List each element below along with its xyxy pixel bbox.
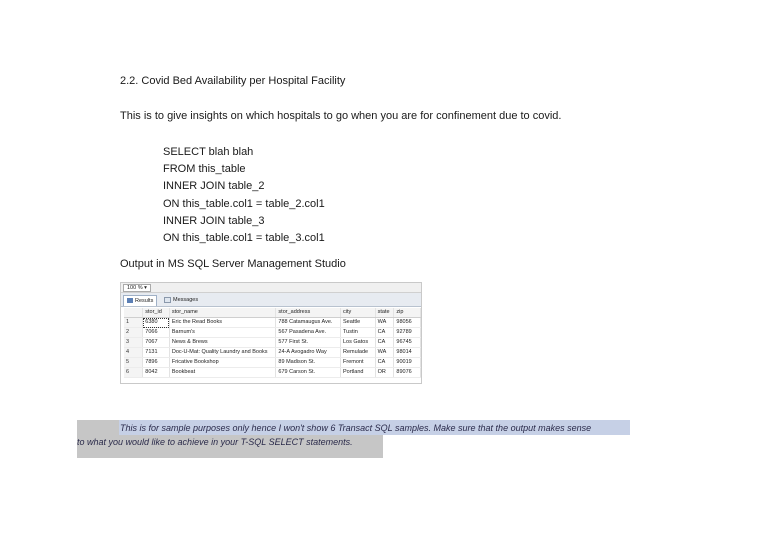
grid-cell[interactable]: 577 First St. — [276, 338, 341, 348]
note-line-1: This is for sample purposes only hence I won't show 6 Transact SQL samples. Make sure that the output makes sense — [120, 423, 592, 433]
code-line: FROM this_table — [163, 163, 246, 176]
grid-cell[interactable]: Los Gatos — [341, 338, 376, 348]
screenshot-caption: Output in MS SQL Server Management Studio — [120, 258, 346, 270]
row-number: 3 — [124, 338, 143, 348]
tab-messages[interactable]: Messages — [161, 295, 201, 305]
grid-cell[interactable]: 679 Carson St. — [276, 368, 341, 378]
grid-cell[interactable]: 7066 — [143, 328, 170, 338]
grid-cell[interactable]: Remulade — [341, 348, 376, 358]
column-header: stor_name — [169, 308, 276, 318]
grid-cell[interactable]: 7131 — [143, 348, 170, 358]
note-line-2: to what you would like to achieve in your T-SQL SELECT statements. — [77, 437, 353, 447]
table-row[interactable] — [124, 368, 421, 378]
column-header: city — [341, 308, 376, 318]
row-number: 5 — [124, 358, 143, 368]
column-header: zip — [394, 308, 421, 318]
table-row[interactable] — [124, 338, 421, 348]
intro-paragraph: This is to give insights on which hospitals to go when you are for confinement due to covid. — [120, 110, 562, 122]
row-number: 6 — [124, 368, 143, 378]
grid-cell[interactable]: Portland — [341, 368, 376, 378]
zoom-bar — [121, 283, 421, 293]
grid-cell[interactable]: Seattle — [341, 318, 376, 328]
column-header: stor_id — [143, 308, 170, 318]
column-header: state — [375, 308, 394, 318]
row-number: 2 — [124, 328, 143, 338]
grid-cell[interactable]: 98014 — [394, 348, 421, 358]
grid-cell[interactable]: Fremont — [341, 358, 376, 368]
table-row[interactable] — [124, 318, 421, 328]
grid-cell[interactable]: 24-A Avogadro Way — [276, 348, 341, 358]
grid-cell[interactable]: 6380 — [143, 318, 170, 328]
code-line: SELECT blah blah — [163, 146, 254, 158]
grid-cell[interactable]: 89 Madison St. — [276, 358, 341, 368]
table-row[interactable] — [124, 348, 421, 358]
grid-cell[interactable]: Bookbeat — [169, 368, 276, 378]
grid-cell[interactable]: WA — [375, 318, 394, 328]
messages-icon — [164, 297, 171, 303]
grid-cell[interactable]: Barnum's — [169, 328, 276, 338]
code-line: ON this_table.col1 = table_3.col1 — [163, 232, 325, 245]
table-row[interactable] — [124, 358, 421, 368]
grid-cell[interactable]: CA — [375, 338, 394, 348]
grid-cell[interactable]: 90019 — [394, 358, 421, 368]
grid-cell[interactable]: 98056 — [394, 318, 421, 328]
grid-cell[interactable]: 96745 — [394, 338, 421, 348]
grid-cell[interactable]: 7896 — [143, 358, 170, 368]
grid-cell[interactable]: CA — [375, 358, 394, 368]
code-line: ON this_table.col1 = table_2.col1 — [163, 197, 325, 210]
grid-icon — [127, 298, 133, 303]
grid-cell[interactable]: 92789 — [394, 328, 421, 338]
grid-cell[interactable]: 89076 — [394, 368, 421, 378]
code-line: INNER JOIN table_2 — [163, 180, 265, 193]
results-tab-bar — [121, 293, 421, 307]
grid-cell[interactable]: 8042 — [143, 368, 170, 378]
grid-cell[interactable]: CA — [375, 328, 394, 338]
zoom-select[interactable]: 100 % ▾ — [123, 284, 151, 292]
section-heading: 2.2. Covid Bed Availability per Hospital Facility — [120, 75, 346, 87]
grid-cell[interactable]: 7067 — [143, 338, 170, 348]
sample-note — [77, 421, 637, 449]
grid-cell[interactable]: Eric the Read Books — [169, 318, 276, 328]
row-number: 4 — [124, 348, 143, 358]
ssms-results-screenshot — [120, 282, 422, 384]
tab-results[interactable]: Results — [123, 295, 157, 306]
row-number: 1 — [124, 318, 143, 328]
grid-cell[interactable]: OR — [375, 368, 394, 378]
column-header — [124, 308, 143, 318]
grid-cell[interactable]: 567 Pasadena Ave. — [276, 328, 341, 338]
grid-cell[interactable]: Tustin — [341, 328, 376, 338]
grid-cell[interactable]: Doc-U-Mat: Quality Laundry and Books — [169, 348, 276, 358]
code-line: INNER JOIN table_3 — [163, 214, 265, 227]
grid-cell[interactable]: Fricative Bookshop — [169, 358, 276, 368]
grid-cell[interactable]: WA — [375, 348, 394, 358]
grid-cell[interactable]: 788 Catamaugus Ave. — [276, 318, 341, 328]
column-header: stor_address — [276, 308, 341, 318]
sql-code-block — [163, 144, 325, 247]
grid-cell[interactable]: News & Brews — [169, 338, 276, 348]
table-row[interactable] — [124, 328, 421, 338]
results-grid — [124, 308, 421, 378]
